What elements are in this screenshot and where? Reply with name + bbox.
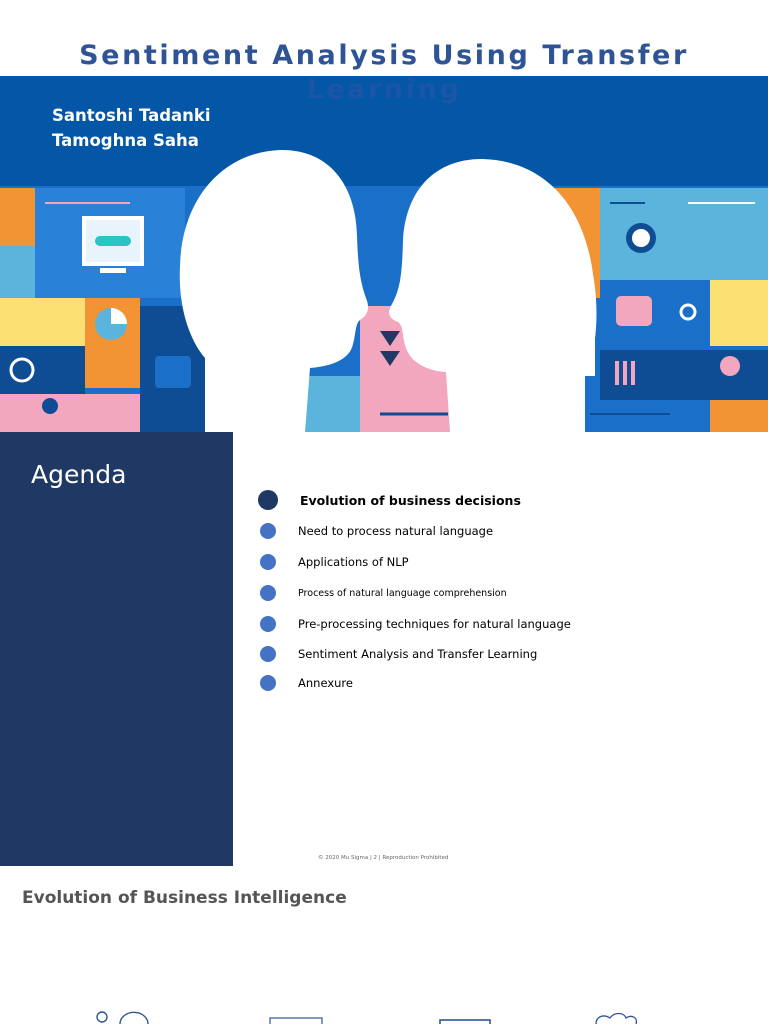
agenda-item [258,519,493,543]
author-name: Tamoghna Saha [52,131,199,150]
agenda-item-label: Pre-processing techniques for natural language [298,617,571,631]
agenda-item-label: Need to process natural language [298,524,494,538]
agenda-item-label: Process of natural language comprehension [298,587,507,599]
slide-title-line-2: Learning [306,74,462,105]
agenda-heading: Agenda [31,460,127,489]
slide-title-line-1: Sentiment Analysis Using Transfer [79,40,689,71]
agenda-item-label: Annexure [298,676,353,690]
bullet-dot-icon [260,675,276,691]
author-name: Santoshi Tadanki [52,106,211,125]
agenda-item [258,642,537,666]
agenda-item [258,612,571,636]
screen-icon [268,1010,324,1024]
bullet-dot-icon [260,554,276,570]
brain-icon [592,1010,640,1024]
bullet-dot-icon [260,585,276,601]
agenda-item [258,671,353,695]
agenda-sidebar-panel [0,432,233,866]
bullet-dot-icon [258,490,278,510]
bullet-dot-icon [260,523,276,539]
section-heading: Evolution of Business Intelligence [22,888,347,908]
agenda-item-label: Evolution of business decisions [300,492,521,508]
bullet-dot-icon [260,616,276,632]
two-heads-illustration [0,76,768,432]
agenda-item [258,581,507,605]
copyright-footer: © 2020 Mu Sigma | 2 | Reproduction Prohibited [318,855,449,861]
monitor-icon [438,1010,494,1024]
title-banner-illustration [0,76,768,432]
bullet-dot-icon [260,646,276,662]
agenda-item [258,550,409,574]
agenda-item-label: Applications of NLP [298,555,409,569]
agenda-item [258,488,521,512]
lightbulb-gear-icon [92,1010,152,1024]
agenda-item-label: Sentiment Analysis and Transfer Learning [298,647,538,661]
